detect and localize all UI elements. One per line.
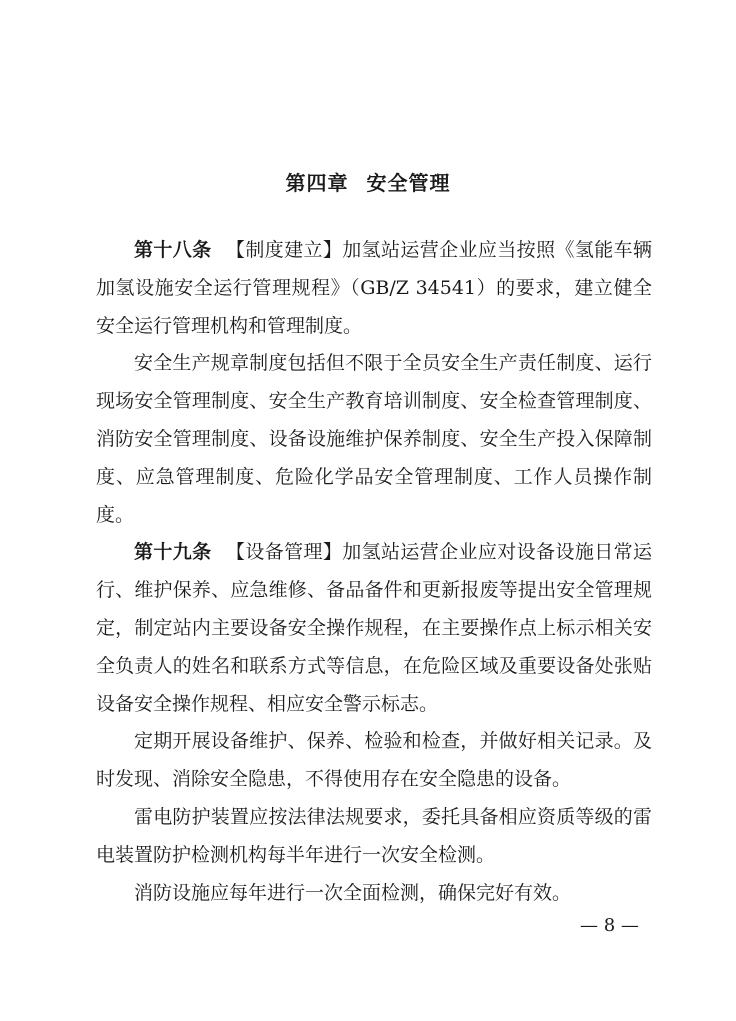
- article-number: 第十九条: [134, 541, 212, 564]
- article-tag: 【制度建立】: [225, 239, 343, 261]
- article-text: 加氢站运营企业应对设备设施日常运行、维护保养、应急维修、备品备件和更新报废等提出安全管理规定，制定站内主要设备安全操作规程，在主要操作点上标示相关安全负责人的姓名和联系方式等信息，在危险区域及重要设备处张贴设备安全操作规程、相应安全警示标志。: [96, 541, 652, 715]
- paragraph-maintenance: 定期开展设备维护、保养、检验和检查，并做好相关记录。及时发现、消除安全隐患，不得使用存在安全隐患的设备。: [96, 730, 652, 791]
- chapter-heading: [0, 168, 736, 198]
- article-19: [96, 534, 652, 723]
- paragraph-safety-rules: 安全生产规章制度包括但不限于全员安全生产责任制度、运行现场安全管理制度、安全生产教育培训制度、安全检查管理制度、消防安全管理制度、设备设施维护保养制度、安全生产投入保障制度、应急管理制度、危险化学品安全管理制度、工作人员操作制度。: [96, 352, 652, 526]
- paragraph-lightning-protection: 雷电防护装置应按法律法规要求，委托具备相应资质等级的雷电装置防护检测机构每半年进行一次安全检测。: [96, 805, 652, 866]
- article-number: 第十八条: [134, 239, 212, 261]
- paragraph-fire-facilities: 消防设施应每年进行一次全面检测，确保完好有效。: [134, 881, 572, 904]
- chapter-number: 第四章: [285, 171, 349, 195]
- article-tag: 【设备管理】: [225, 541, 343, 564]
- article-text: 加氢站运营企业应当按照《氢能车辆加氢设施安全运行管理规程》（GB/Z 34541）的要求，建立健全安全运行管理机构和管理制度。: [96, 239, 652, 337]
- article-18: [96, 232, 652, 345]
- page-number: — 8 —: [580, 915, 639, 936]
- chapter-name: 安全管理: [366, 171, 451, 195]
- document-body: [96, 232, 652, 912]
